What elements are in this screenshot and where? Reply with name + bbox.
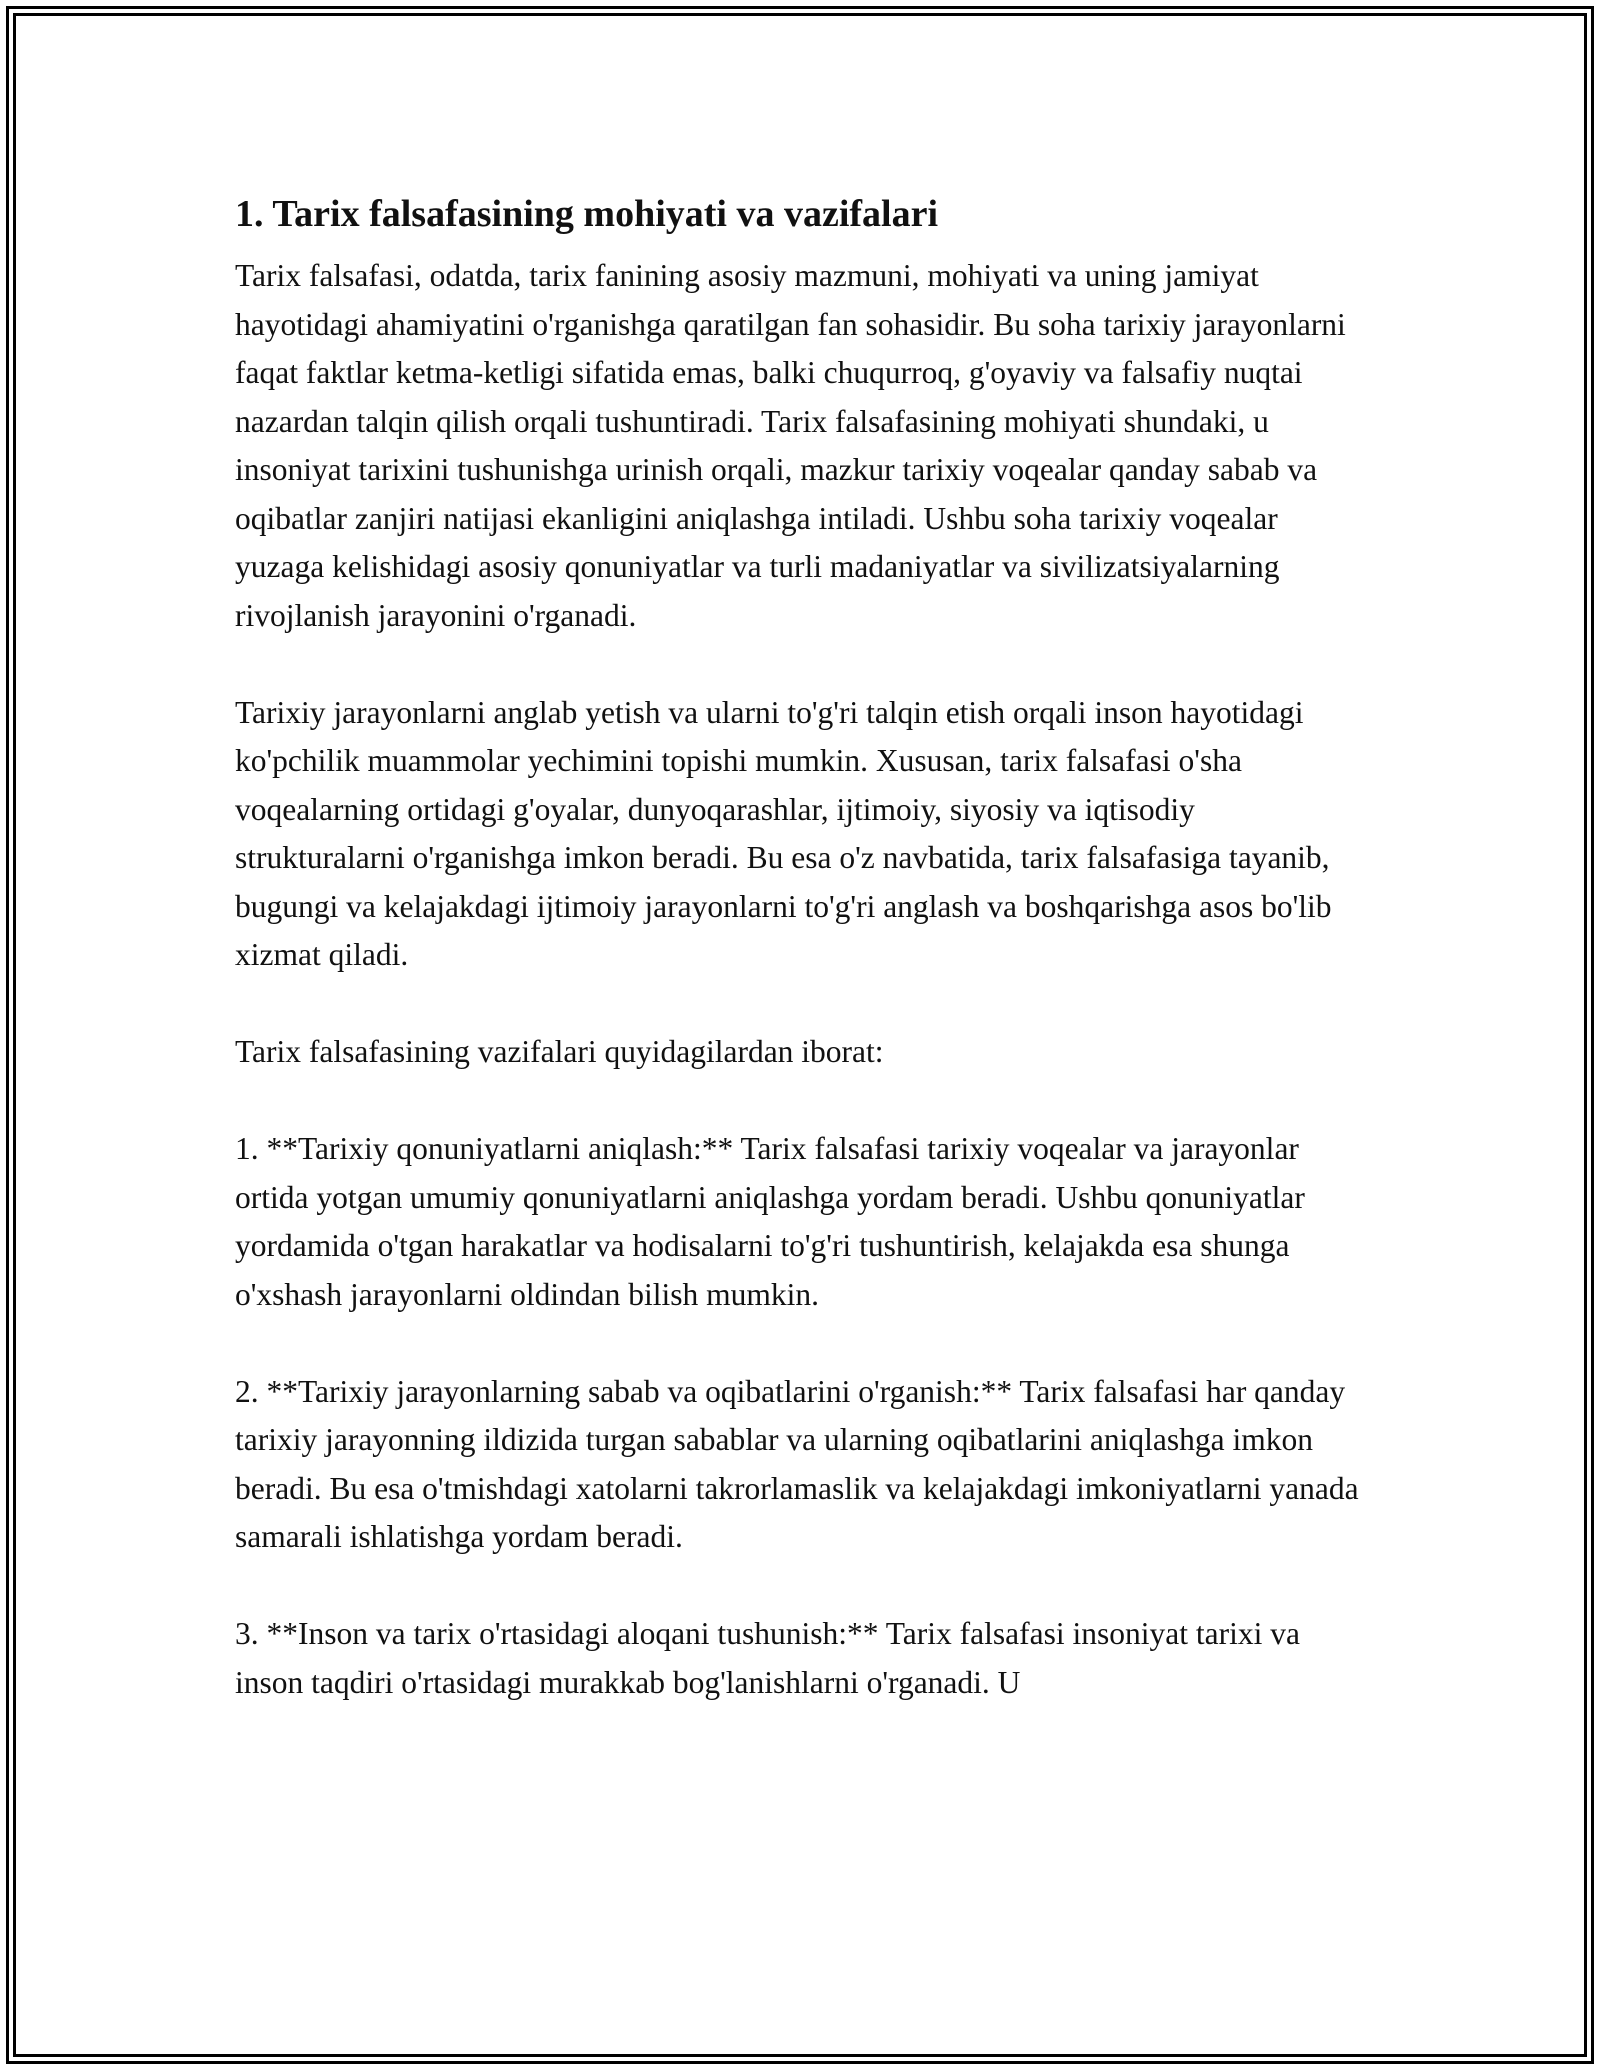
paragraph-intro: Tarix falsafasi, odatda, tarix fanining asosiy mazmuni, mohiyati va uning jamiyat hayotidagi ahamiyatini o'rganishga qaratilgan fan sohasidir. Bu soha tarixiy jarayonlarni faqat faktlar ketma-ketligi sifatida emas, balki chuqurroq, g'oyaviy va falsafiy nuqtai nazardan talqin qilish orqali tushuntiradi. Tarix falsafasining mohiyati shundaki, u insoniyat tarixini tushunishga urinish orqali, mazkur tarixiy voqealar qanday sabab va oqibatlar zanjiri natijasi ekanligini aniqlashga intiladi. Ushbu soha tarixiy voqealar yuzaga kelishidagi asosiy qonuniyatlar va turli madaniyatlar va sivilizatsiyalarning rivojlanish jarayonini o'rganadi.	[235, 258, 1346, 633]
list-item-task-3: 3. **Inson va tarix o'rtasidagi aloqani tushunish:** Tarix falsafasi insoniyat tarixi va inson taqdiri o'rtasidagi murakkab bog'lanishlarni o'rganadi. U	[235, 1616, 1300, 1700]
document-page	[235, 186, 1370, 1756]
paragraph-understanding: Tarixiy jarayonlarni anglab yetish va ularni to'g'ri talqin etish orqali inson hayotidagi ko'pchilik muammolar yechimini topishi mumkin. Xususan, tarix falsafasi o'sha voqealarning ortidagi g'oyalar, dunyoqarashlar, ijtimoiy, siyosiy va iqtisodiy strukturalarni o'rganishga imkon beradi. Bu esa o'z navbatida, tarix falsafasiga tayanib, bugungi va kelajakdagi ijtimoiy jarayonlarni to'g'ri anglash va boshqarishga asos bo'lib xizmat qiladi.	[235, 694, 1332, 972]
list-item-task-2: 2. **Tarixiy jarayonlarning sabab va oqibatlarini o'rganish:** Tarix falsafasi har qanday tarixiy jarayonning ildizida turgan sabablar va ularning oqibatlarini aniqlashga imkon beradi. Bu esa o'tmishdagi xatolarni takrorlamaslik va kelajakdagi imkoniyatlarni yanada samarali ishlatishga yordam beradi.	[235, 1373, 1359, 1554]
paragraph-tasks-intro: Tarix falsafasining vazifalari quyidagilardan iborat:	[235, 1034, 884, 1069]
document-title: 1. Tarix falsafasining mohiyati va vazifalari	[235, 193, 939, 235]
list-item-task-1: 1. **Tarixiy qonuniyatlarni aniqlash:** Tarix falsafasi tarixiy voqealar va jarayonlar ortida yotgan umumiy qonuniyatlarni aniqlashga yordam beradi. Ushbu qonuniyatlar yordamida o'tgan harakatlar va hodisalarni to'g'ri tushuntirish, kelajakda esa shunga o'xshash jarayonlarni oldindan bilish mumkin.	[235, 1131, 1305, 1312]
